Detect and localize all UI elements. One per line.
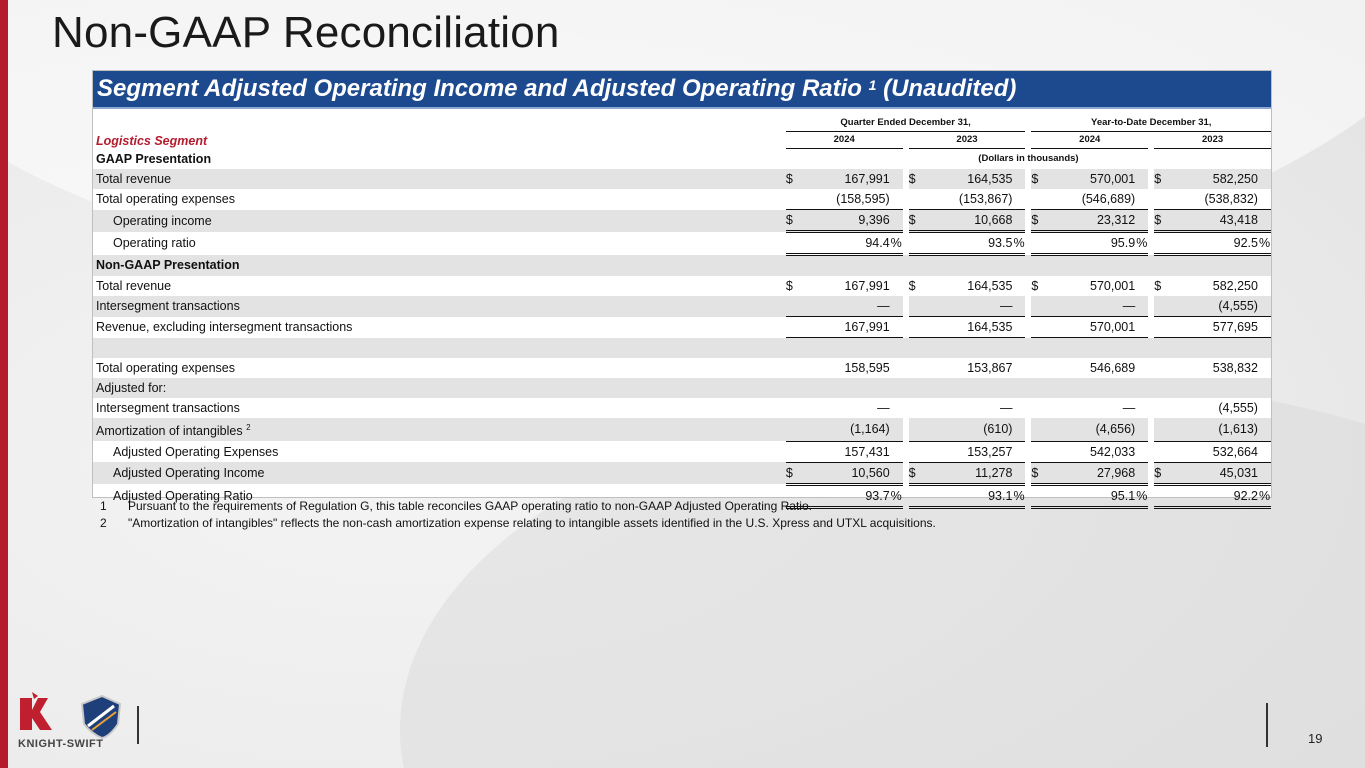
quarter-header: Quarter Ended December 31, [786,115,1025,132]
table-row: Intersegment transactions — — — (4,555) [96,401,1258,415]
left-accent-bar [0,0,8,768]
table-row-spacer [93,338,1271,359]
table-row: Adjusted for: [93,378,1271,398]
reconciliation-panel [92,70,1272,503]
footer-divider-right [1266,703,1268,747]
page-number: 19 [1308,731,1323,746]
table-row: Amortization of intangibles $^2$ (1,164) (610) (4,656) (1,613) [93,418,1271,441]
table-banner [93,71,1271,109]
gaap-section-title: GAAP Presentation [96,152,212,166]
table-row [93,149,1271,169]
table-row: Operating income $ 9,396 $ 10,668 $ 23,312 $ 43,418 [93,210,1271,232]
year-col-3: 2024 [1031,132,1148,149]
footnote-2: 2 "Amortization of intangibles" reflects the non-cash amortization expense relating to intangible assets identified in the U.S. Xpress and UTXL acquisitions. [100,516,936,530]
table-row: Intersegment transactions — — — (4,555) [93,296,1271,317]
banner-footnote-ref: 1 [868,77,877,93]
nongaap-section-title: Non-GAAP Presentation [93,255,786,277]
table-row: Total revenue $ 167,991 $ 164,535 $ 570,001 $ 582,250 [96,279,1258,293]
segment-name: Logistics Segment [96,133,208,148]
header-row-years [93,132,1271,149]
banner-suffix: (Unaudited) [883,75,1017,102]
banner-text: Segment Adjusted Operating Income and Adjusted Operating Ratio [97,75,862,102]
table-row: Total operating expenses 158,595 153,867 546,689 538,832 [96,361,1258,375]
footnote-1: 1 Pursuant to the requirements of Regulation G, this table reconciles GAAP operating ratio to non-GAAP Adjusted Operating Ratio. [100,499,812,513]
year-col-1: 2024 [786,132,903,149]
table-row: Total operating expenses (158,595) (153,867) (546,689) (538,832) [93,189,1271,210]
header-row-periods [93,115,1271,132]
reconciliation-table [93,115,1271,509]
logo-text: KNIGHT-SWIFT [18,738,104,750]
table-row: Adjusted Operating Income $ 10,560 $ 11,278 $ 27,968 $ 45,031 [93,462,1271,484]
year-col-4: 2023 [1154,132,1271,149]
footer-divider-left [137,706,139,744]
table-row: Total revenue $ 167,991 $ 164,535 $ 570,001 $ 582,250 [93,169,1271,189]
table-row: Adjusted Operating Ratio 93.7 % 93.1 % 95.1 % 92.2 % [93,484,1271,507]
table-row: Revenue, excluding intersegment transactions 167,991 164,535 570,001 577,695 [93,317,1271,338]
table-row: Adjusted Operating Expenses 157,431 153,257 542,033 532,664 [93,441,1271,462]
ytd-header: Year-to-Date December 31, [1031,115,1271,132]
year-col-2: 2023 [909,132,1026,149]
table-row [93,255,1271,277]
table-row: Operating ratio 94.4 % 93.5 % 95.9 % 92.5 % [93,232,1271,255]
units-note: (Dollars in thousands) [978,153,1079,164]
page-title: Non-GAAP Reconciliation [52,8,560,57]
footnotes [100,498,936,532]
